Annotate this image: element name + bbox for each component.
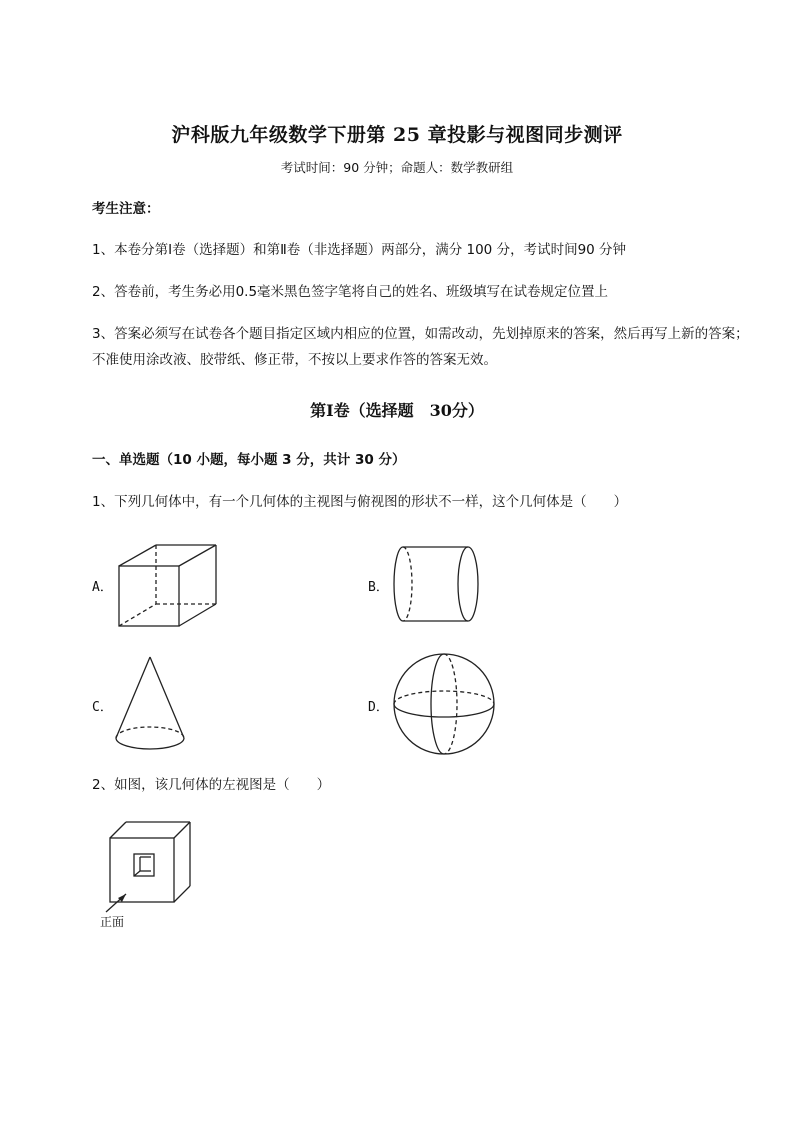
option-c-label[interactable]: C．: [92, 700, 113, 715]
part-title: 一、单选题（10 小题，每小题 3 分，共计 30 分）: [92, 452, 406, 468]
question-2-stem: 2、如图，该几何体的左视图是（ ）: [92, 777, 331, 793]
cube-icon: [118, 544, 218, 628]
question-1-stem: 1、下列几何体中，有一个几何体的主视图与俯视图的形状不一样，这个几何体是（ ）: [92, 494, 628, 510]
option-a-label[interactable]: A．: [92, 580, 113, 595]
page-subtitle: 考试时间：90 分钟；命题人：数学教研组: [280, 160, 514, 175]
cylinder-icon: [391, 545, 481, 623]
cone-icon: [115, 656, 187, 752]
notice-heading: 考生注意：: [92, 201, 160, 217]
page-title: 沪科版九年级数学下册第 25 章投影与视图同步测评: [171, 124, 623, 146]
front-face-caption: 正面: [100, 915, 125, 929]
notice-item-3: 3、答案必须写在试卷各个题目指定区域内相应的位置，如需改动，先划掉原来的答案，然后再写上新的答案；不准使用涂改液、胶带纸、修正带，不按以上要求作答的答案无效。: [92, 326, 749, 368]
notice-item-1: 1、本卷分第Ⅰ卷（选择题）和第Ⅱ卷（非选择题）两部分，满分 100 分，考试时间90 分钟: [92, 242, 627, 258]
notice-item-2: 2、答卷前，考生务必用0.5毫米黑色签字笔将自己的姓名、班级填写在试卷规定位置上: [92, 284, 609, 300]
section-title: 第Ⅰ卷（选择题 30分）: [310, 401, 484, 420]
option-d-label[interactable]: D．: [368, 700, 389, 715]
sphere-icon: [392, 653, 496, 755]
option-b-label[interactable]: B．: [368, 580, 389, 595]
